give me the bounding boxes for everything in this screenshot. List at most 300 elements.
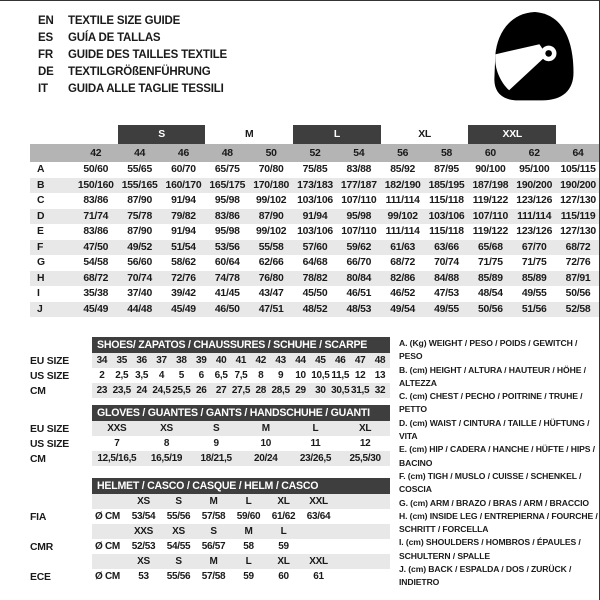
measurement-cell: 60/64 [214, 257, 240, 269]
helmet-value-cell: 53/54 [131, 511, 156, 522]
language-row [38, 47, 227, 64]
shoes-cell: 3,5 [135, 370, 149, 381]
language-code: DE [38, 66, 54, 78]
gloves-row [92, 421, 390, 436]
shoes-cell: 36 [132, 353, 152, 368]
measurement-cell: 37/40 [127, 288, 152, 300]
gloves-cell: 12,5/16,5 [92, 451, 142, 466]
shoes-cell: 46 [330, 353, 350, 368]
language-label: GUIDA ALLE TAGLIE TESSILI [68, 83, 224, 95]
measurement-cell: 75/85 [302, 164, 328, 176]
helmet-filler-cell [336, 554, 390, 569]
shoes-cell: 28 [251, 383, 271, 398]
measurement-cell: 119/122 [472, 195, 508, 207]
shoes-cell: 29 [291, 383, 311, 398]
helmet-row-labels [30, 478, 92, 585]
shoes-cell: 2,5 [115, 370, 129, 381]
measurement-cell: 47/50 [74, 240, 118, 256]
measurement-cell: 66/70 [346, 257, 372, 269]
gloves-row-label: US SIZE [30, 439, 70, 450]
shoes-cell: 42 [251, 353, 271, 368]
shoes-cell: 27 [211, 383, 231, 398]
size-group-cell: S [118, 125, 206, 144]
measurement-cell: 107/110 [341, 195, 377, 207]
measurement-cell: 150/160 [74, 178, 118, 194]
language-label: TEXTILGRÖßENFÜHRUNG [68, 66, 211, 78]
measurement-cell: 70/74 [434, 257, 459, 269]
measurement-cell: 48/52 [293, 302, 337, 318]
measurement-row-label: D [30, 209, 74, 225]
language-row [38, 30, 227, 47]
measurement-cell: 111/114 [385, 226, 420, 238]
measurement-row [30, 193, 600, 209]
helmet-standard-label: FIA [30, 512, 47, 523]
helmet-value-row [92, 539, 390, 554]
measurement-cell: 85/89 [468, 271, 512, 287]
helmet-section-title: HELMET / CASCO / CASQUE / HELM / CASCO [92, 478, 390, 494]
measurement-row [30, 255, 600, 271]
size-number-cell: 44 [118, 144, 162, 162]
shoes-row-label: CM [30, 386, 46, 397]
measurement-cell: 35/38 [83, 288, 109, 300]
measurement-cell: 190/200 [512, 178, 556, 194]
shoes-cell: 13 [374, 370, 386, 381]
measurement-cell: 105/115 [560, 164, 596, 176]
shoes-row-label: EU SIZE [30, 356, 70, 367]
helmet-filler-cell [336, 509, 390, 524]
measurement-cell: 85/89 [512, 271, 556, 287]
measurement-cell: 165/175 [205, 178, 249, 194]
legend-item: D. (cm) WAIST / CINTURA / TAILLE / HÜFTUNG / VITA [399, 417, 590, 442]
gloves-cell: XXS [92, 421, 142, 436]
measurement-row-label: J [30, 302, 74, 318]
measurement-cell: 43/47 [258, 288, 284, 300]
measurement-cell: 53/56 [205, 240, 249, 256]
measurement-cell: 99/102 [381, 209, 425, 225]
measurement-cell: 111/114 [385, 195, 420, 207]
measurement-cell: 87/95 [434, 164, 459, 176]
shoes-cell: 23 [92, 383, 112, 398]
measurement-cell: 76/80 [249, 271, 293, 287]
measurement-cell: 127/130 [560, 195, 596, 207]
measurement-cell: 62/66 [258, 257, 284, 269]
measurement-cell: 70/74 [118, 271, 162, 287]
shoes-cell: 34 [92, 353, 112, 368]
helmet-value-cell: 57/58 [201, 571, 226, 582]
helmet-size-cell: XL [266, 494, 301, 509]
gloves-cell: 10 [260, 438, 272, 449]
measurement-row [30, 209, 600, 225]
shoes-cell: 4 [158, 370, 165, 381]
measurement-cell: 115/118 [429, 195, 464, 207]
shoes-cell: 25,5 [172, 385, 191, 396]
measurement-cell: 119/122 [472, 226, 508, 238]
measurement-cell: 63/66 [425, 240, 469, 256]
shoes-cell: 31,5 [350, 385, 370, 396]
measurement-row-label: F [30, 240, 74, 256]
gloves-cell: 11 [310, 438, 321, 449]
legend-item: H. (cm) INSIDE LEG / ENTREPIERNA / FOURCHE / SCHRITT / FORCELLA [399, 510, 598, 535]
measurement-cell: 58/62 [171, 257, 196, 269]
helmet-size-cell: XS [161, 524, 196, 539]
measurement-cell: 52/58 [556, 302, 600, 318]
measurement-cell: 57/60 [293, 240, 337, 256]
gloves-cell: 23/26,5 [291, 451, 341, 466]
language-label: GUÍA DE TALLAS [68, 32, 161, 44]
shoes-cell: 10 [295, 370, 306, 381]
gloves-cell: 7 [114, 438, 120, 449]
measurement-cell: 103/106 [297, 226, 333, 238]
measurement-cell: 74/78 [205, 271, 249, 287]
size-number-cell: 62 [512, 144, 556, 162]
measurement-cell: 115/119 [556, 209, 600, 225]
measurement-cell: 91/94 [171, 195, 196, 207]
measurement-cell: 182/190 [381, 178, 425, 194]
gloves-row-label: CM [30, 454, 46, 465]
helmet-unit-cell: Ø CM [95, 571, 120, 582]
measurement-cell: 83/86 [83, 195, 109, 207]
measurement-cell: 48/53 [337, 302, 381, 318]
helmet-size-cell: XL [266, 554, 301, 569]
size-group-cell: XL [418, 129, 431, 140]
shoes-cell: 41 [231, 353, 251, 368]
gloves-cell: 8 [163, 438, 170, 449]
measurement-cell: 103/106 [425, 209, 469, 225]
size-number-cell: 48 [205, 144, 249, 162]
legend-item: I. (cm) SHOULDERS / HOMBROS / ÉPAULES / SCHULTERN / SPALLE [399, 537, 581, 561]
measurement-cell: 51/56 [512, 302, 556, 318]
helmet-empty-cell [92, 524, 126, 539]
helmet-size-cell: S [196, 524, 231, 539]
helmet-value-cell: 60 [278, 571, 289, 582]
measurement-cell: 54/58 [83, 257, 109, 269]
measurement-cell: 187/198 [468, 178, 512, 194]
gloves-section [30, 405, 390, 467]
measurement-cell: 51/54 [162, 240, 206, 256]
shoes-cell: 27,5 [231, 385, 251, 396]
measurement-cell: 46/50 [205, 302, 249, 318]
measurement-row [30, 240, 600, 256]
helmet-size-cell: S [161, 494, 196, 509]
helmet-empty-cell [92, 494, 126, 509]
helmet-size-cell: M [196, 494, 231, 509]
size-number-cell: 46 [162, 144, 206, 162]
measurement-cell: 49/55 [425, 302, 469, 318]
helmet-size-cell: XXS [126, 524, 161, 539]
measurement-cell: 87/90 [127, 226, 152, 238]
helmet-standard-label: ECE [30, 572, 51, 583]
measurement-cell: 46/52 [390, 288, 416, 300]
helmet-empty-cell [92, 554, 126, 569]
measurement-cell: 91/94 [293, 209, 337, 225]
measurement-cell: 64/68 [302, 257, 328, 269]
language-code: ES [38, 32, 53, 44]
helmet-size-row [92, 494, 390, 509]
shoes-row-label: US SIZE [30, 371, 70, 382]
measurement-row [30, 286, 600, 302]
measurement-cell: 65/75 [214, 164, 240, 176]
measurement-cell: 107/110 [468, 209, 512, 225]
helmet-value-cell: 54/55 [166, 541, 191, 552]
measurement-cell: 55/65 [127, 164, 152, 176]
shoes-cell: 8 [258, 370, 264, 381]
measurement-cell: 160/170 [162, 178, 206, 194]
measurement-cell: 95/98 [214, 195, 240, 207]
helmet-unit-cell: Ø CM [95, 541, 120, 552]
textile-size-table [30, 125, 600, 317]
measurement-row-label: E [37, 226, 44, 238]
measurement-cell: 78/82 [293, 271, 337, 287]
language-row [38, 13, 227, 30]
measurement-cell: 75/78 [118, 209, 162, 225]
size-group-cell: XXL [468, 125, 556, 144]
helmet-value-cell: 63/64 [306, 511, 331, 522]
shoes-cell: 6 [198, 370, 204, 381]
measurement-cell: 49/55 [521, 288, 547, 300]
helmet-size-cell: M [231, 524, 266, 539]
measurement-cell: 46/51 [346, 288, 372, 300]
shoes-cell: 5 [178, 370, 184, 381]
measurement-cell: 90/100 [475, 164, 506, 176]
helmet-size-cell: XS [126, 494, 161, 509]
measurement-row [30, 178, 600, 194]
helmet-size-row [92, 554, 390, 569]
measurement-cell: 47/51 [249, 302, 293, 318]
measurement-cell: 67/70 [512, 240, 556, 256]
legend-item: J. (cm) BACK / ESPALDA / DOS / ZURÜCK / INDIETRO [399, 564, 572, 588]
measurement-cell: 71/75 [521, 257, 547, 269]
measurement-cell: 87/90 [249, 209, 293, 225]
helmet-table-body [92, 494, 390, 584]
measurement-cell: 82/86 [381, 271, 425, 287]
measurement-cell: 72/76 [162, 271, 206, 287]
measurement-row-label: B [30, 178, 74, 194]
size-group-cell: L [293, 125, 381, 144]
gloves-row-labels [30, 405, 92, 467]
helmet-section [30, 478, 390, 585]
measurement-cell: 123/126 [516, 195, 553, 207]
measurement-cell: 95/98 [214, 226, 240, 238]
gloves-cell: 18/21,5 [191, 451, 241, 466]
measurement-cell: 123/126 [516, 226, 553, 238]
helmet-value-cell [301, 539, 336, 554]
shoes-cell: 30 [310, 383, 330, 398]
measurement-cell: 68/72 [390, 257, 416, 269]
shoes-row [92, 383, 390, 398]
measurement-cell: 55/58 [249, 240, 293, 256]
helmet-filler-cell [336, 539, 390, 554]
measurement-cell: 85/92 [390, 164, 416, 176]
helmet-filler-cell [336, 569, 390, 584]
measurement-cell: 111/114 [512, 209, 556, 225]
size-number-cell: 54 [337, 144, 381, 162]
gloves-cell: M [241, 421, 291, 436]
measurement-cell: 71/75 [477, 257, 503, 269]
helmet-size-cell: XXL [301, 494, 336, 509]
measurement-cell: 49/52 [118, 240, 162, 256]
shoes-cell: 30,5 [331, 385, 350, 396]
measurement-cell: 47/53 [434, 288, 459, 300]
size-group-cell [30, 125, 118, 144]
helmet-value-cell: 61/62 [271, 511, 296, 522]
helmet-label-spacer [30, 525, 92, 540]
measurement-cell: 72/76 [565, 257, 591, 269]
measurement-row [30, 162, 600, 178]
helmet-size-cell: XXL [301, 554, 336, 569]
shoes-cell: 35 [112, 353, 132, 368]
language-row [38, 64, 227, 81]
gloves-row [92, 436, 390, 451]
legend-item: E. (cm) HIP / CADERA / HANCHE / HÜFTE / HIPS / BACINO [399, 444, 595, 468]
helmet-label-spacer [30, 495, 92, 510]
measurement-cell: 60/70 [171, 164, 196, 176]
gloves-cell: XS [142, 421, 192, 436]
measurement-cell: 127/130 [560, 226, 596, 238]
shoes-cell: 40 [211, 353, 231, 368]
shoes-row-labels [30, 337, 92, 399]
measurement-cell: 107/110 [341, 226, 377, 238]
measurement-row-label: C [37, 195, 45, 207]
measurement-cell: 84/88 [425, 271, 469, 287]
measurement-cell: 95/98 [337, 209, 381, 225]
measurement-cell: 56/60 [127, 257, 152, 269]
helmet-standard-label: CMR [30, 542, 54, 553]
shoes-cell: 24,5 [152, 385, 171, 396]
size-number-cell: 56 [381, 144, 425, 162]
size-number-cell: 50 [249, 144, 293, 162]
shoes-table [92, 353, 390, 398]
shoes-cell: 11,5 [331, 370, 350, 381]
shoes-cell: 32 [370, 383, 390, 398]
helmet-table [92, 494, 390, 584]
legend-item: A. (Kg) WEIGHT / PESO / POIDS / GEWITCH / PESO [399, 338, 578, 362]
gloves-table [92, 421, 390, 466]
helmet-filler-cell [336, 494, 390, 509]
shoes-cell: 37 [152, 353, 172, 368]
size-number-row [30, 144, 600, 162]
helmet-value-cell: 55/56 [166, 511, 191, 522]
measurement-row-label: H [30, 271, 74, 287]
helmet-value-cell: 52/53 [131, 541, 156, 552]
measurement-cell: 87/91 [556, 271, 600, 287]
shoes-cell: 44 [291, 353, 311, 368]
shoes-cell: 28,5 [271, 385, 290, 396]
measurement-cell: 103/106 [297, 195, 333, 207]
racing-helmet-icon [487, 7, 579, 109]
measurement-row-label: G [37, 257, 45, 269]
measurement-cell: 45/50 [302, 288, 328, 300]
language-code: IT [38, 83, 48, 95]
shoes-cell: 45 [310, 353, 330, 368]
gloves-section-title: GLOVES / GUANTES / GANTS / HANDSCHUHE / GUANTI [92, 405, 390, 421]
legend-item: F. (cm) TIGH / MUSLO / CUISSE / SCHENKEL / COSCIA [399, 470, 582, 495]
measurement-cell: 83/86 [205, 209, 249, 225]
measurement-cell: 59/62 [337, 240, 381, 256]
measurement-cell: 83/86 [83, 226, 109, 238]
helmet-size-cell: L [231, 494, 266, 509]
measurement-cell: 44/48 [118, 302, 162, 318]
measurement-cell: 80/84 [337, 271, 381, 287]
measurement-cell: 99/102 [256, 226, 287, 238]
shoes-cell: 2 [99, 370, 105, 381]
helmet-value-cell: 55/56 [166, 571, 191, 582]
shoes-row [92, 368, 390, 383]
legend-item: C. (cm) CHEST / PECHO / POITRINE / TRUHE / PETTO [399, 391, 583, 415]
gloves-cell: L [291, 421, 341, 436]
measurement-cell: 155/165 [118, 178, 162, 194]
measurement-cell: 95/100 [519, 164, 550, 176]
measurement-cell: 87/90 [127, 195, 152, 207]
measurement-cell: 173/183 [293, 178, 337, 194]
gloves-cell: XL [340, 421, 390, 436]
helmet-value-cell: 59/60 [236, 511, 261, 522]
shoes-cell: 48 [370, 353, 390, 368]
measurement-row-label: A [37, 164, 45, 176]
helmet-value-row [92, 509, 390, 524]
measurement-cell: 68/72 [556, 240, 600, 256]
shoes-section-title: SHOES/ ZAPATOS / CHAUSSURES / SCHUHE / SCARPE [92, 337, 390, 353]
measurement-cell: 41/45 [214, 288, 240, 300]
gloves-cell: 9 [213, 438, 219, 449]
helmet-size-cell [301, 524, 336, 539]
measurement-cell: 45/49 [74, 302, 118, 318]
measurement-cell: 65/68 [468, 240, 512, 256]
shoes-cell: 10,5 [311, 370, 330, 381]
gloves-row [92, 451, 390, 466]
shoes-cell: 6,5 [214, 370, 228, 381]
shoes-cell: 38 [171, 353, 191, 368]
measurement-row-label: I [37, 288, 40, 300]
legend-item: G. (cm) ARM / BRAZO / BRAS / ARM / BRACCIO [399, 497, 589, 508]
language-label: GUIDE DES TAILLES TEXTILE [68, 49, 227, 61]
shoes-cell: 26 [191, 383, 211, 398]
language-code: FR [38, 49, 53, 61]
measurement-cell: 177/187 [337, 178, 381, 194]
gloves-cell: 16,5/19 [142, 451, 192, 466]
helmet-value-row [92, 569, 390, 584]
gloves-row-label: EU SIZE [30, 424, 70, 435]
helmet-size-cell: XS [126, 554, 161, 569]
helmet-size-row [92, 524, 390, 539]
shoes-cell: 43 [271, 353, 291, 368]
shoes-cell: 39 [191, 353, 211, 368]
helmet-size-cell: L [266, 524, 301, 539]
helmet-value-cell: 57/58 [201, 511, 226, 522]
measurement-cell: 45/49 [162, 302, 206, 318]
gloves-cell: 25,5/30 [340, 451, 390, 466]
gloves-cell: 20/24 [241, 451, 291, 466]
shoes-cell: 12 [354, 370, 366, 381]
shoes-cell: 24 [132, 383, 152, 398]
measurement-cell: 50/60 [83, 164, 109, 176]
helmet-value-cell: 56/57 [201, 541, 226, 552]
shoes-cell: 9 [278, 370, 284, 381]
measurement-cell: 71/74 [74, 209, 118, 225]
size-group-cell [556, 125, 600, 144]
size-group-cell: M [245, 129, 254, 140]
gloves-cell: S [191, 421, 241, 436]
size-number-cell: 42 [74, 144, 118, 162]
helmet-value-cell: 59 [278, 541, 289, 552]
helmet-unit-cell: Ø CM [95, 511, 120, 522]
size-number-cell: 60 [468, 144, 512, 162]
measurement-cell: 91/94 [171, 226, 196, 238]
measurement-cell: 185/195 [425, 178, 469, 194]
measurement-cell: 50/56 [468, 302, 512, 318]
language-code: EN [38, 15, 54, 27]
measurement-cell: 61/63 [381, 240, 425, 256]
measurement-cell: 79/82 [162, 209, 206, 225]
